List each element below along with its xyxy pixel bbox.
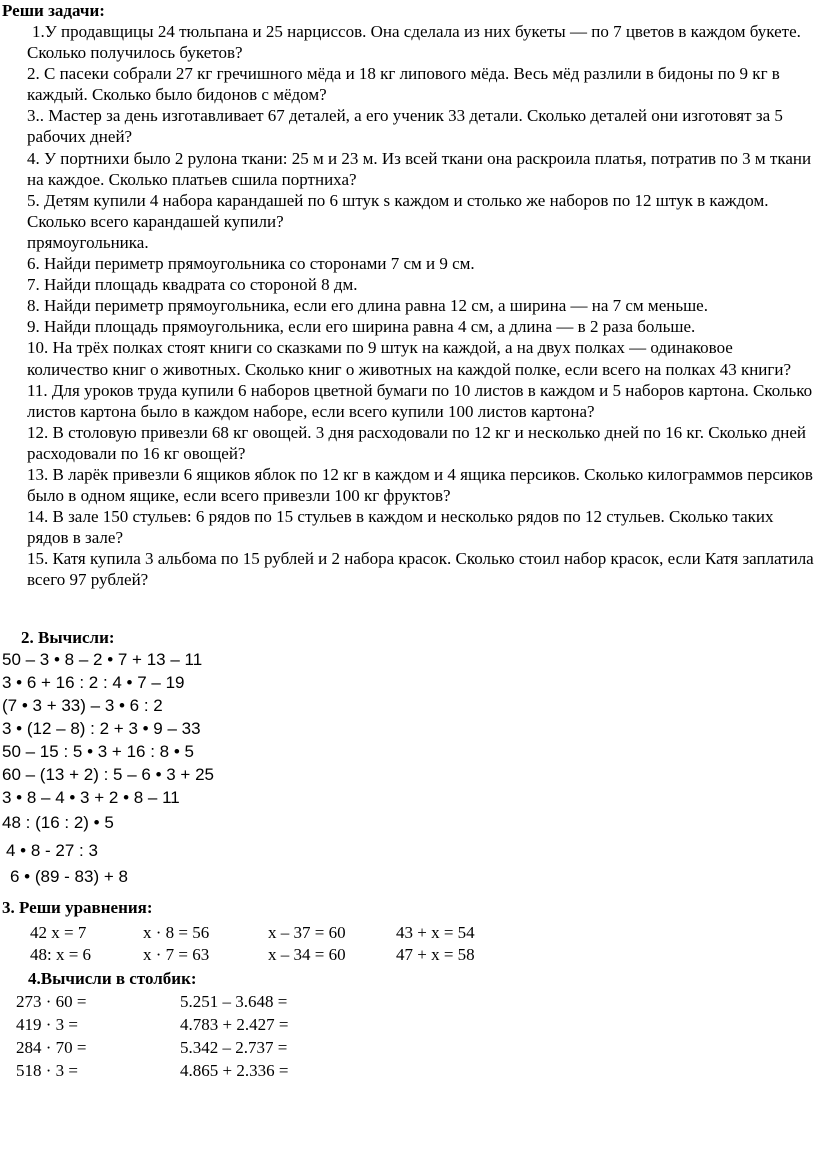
equation-1-2: x · 8 = 56 bbox=[143, 923, 210, 942]
expression-4: 3 • (12 – 8) : 2 + 3 • 9 – 33 bbox=[2, 719, 201, 738]
equation-2-4: 47 + x = 58 bbox=[396, 945, 475, 964]
problem-6: 6. Найди периметр прямоугольника со сторонами 7 см и 9 см. bbox=[27, 254, 475, 274]
equation-2-1: 48: x = 6 bbox=[30, 945, 92, 964]
expression-8: 48 : (16 : 2) • 5 bbox=[2, 813, 114, 832]
expression-7: 3 • 8 – 4 • 3 + 2 • 8 – 11 bbox=[2, 788, 180, 807]
column-calc-1-left: 273 · 60 = bbox=[16, 992, 87, 1011]
page-title: Реши задачи: bbox=[2, 1, 105, 20]
equation-2-2: x · 7 = 63 bbox=[143, 945, 210, 964]
column-calc-3-right: 5.342 – 2.737 = bbox=[180, 1038, 288, 1057]
problem-8: 8. Найди периметр прямоугольника, если его длина равна 12 см, а ширина — на 7 см меньше. bbox=[27, 296, 708, 316]
stray-line: прямоугольника. bbox=[27, 232, 149, 252]
problem-14: 14. В зале 150 стульев: 6 рядов по 15 стульев в каждом и несколько рядов по 12 стульев. Сколько таких рядов в зале? bbox=[27, 507, 774, 548]
problem-5: 5. Детям купили 4 набора карандашей по 6 штук s каждом и столько же наборов по 12 штук в каждом. Сколько всего карандашей купили? bbox=[27, 190, 769, 231]
expression-1: 50 – 3 • 8 – 2 • 7 + 13 – 11 bbox=[2, 650, 203, 669]
expression-3: (7 • 3 + 33) – 3 • 6 : 2 bbox=[2, 696, 163, 715]
section-compute-title: 2. Вычисли: bbox=[21, 628, 115, 647]
section-column-title: 4.Вычисли в столбик: bbox=[28, 969, 197, 988]
equation-1-4: 43 + x = 54 bbox=[396, 923, 475, 942]
column-calc-1-right: 5.251 – 3.648 = bbox=[180, 992, 288, 1011]
problem-1: 1.У продавщицы 24 тюльпана и 25 нарциссов. Она сделала из них букеты — по 7 цветов в каждом букете. Сколько получилось букетов? bbox=[27, 22, 801, 63]
column-calc-2-right: 4.783 + 2.427 = bbox=[180, 1015, 289, 1034]
expression-9: 4 • 8 - 27 : 3 bbox=[6, 841, 98, 860]
problem-10: 10. На трёх полках стоят книги со сказками по 9 штук на каждой, а на двух полках — одинаковое количество книг о животных. Сколько книг о животных на каждой полке, если всего на полках 43 книги? bbox=[27, 338, 792, 379]
expression-5: 50 – 15 : 5 • 3 + 16 : 8 • 5 bbox=[2, 742, 194, 761]
expression-10: 6 • (89 - 83) + 8 bbox=[10, 867, 128, 886]
equation-1-1: 42 x = 7 bbox=[30, 923, 87, 942]
expression-2: 3 • 6 + 16 : 2 : 4 • 7 – 19 bbox=[2, 673, 185, 692]
problem-3: 3.. Мастер за день изготавливает 67 деталей, а его ученик 33 детали. Сколько деталей они изготовят за 5 рабочих дней? bbox=[27, 106, 783, 147]
equation-2-3: x – 34 = 60 bbox=[268, 945, 346, 964]
column-calc-4-left: 518 · 3 = bbox=[16, 1061, 78, 1080]
column-calc-2-left: 419 · 3 = bbox=[16, 1015, 78, 1034]
problem-2: 2. С пасеки собрали 27 кг гречишного мёда и 18 кг липового мёда. Весь мёд разлили в бидоны по 9 кг в каждый. Сколько было бидонов с мёдом? bbox=[27, 64, 780, 105]
problem-9: 9. Найди площадь прямоугольника, если его ширина равна 4 см, а длина — в 2 раза больше. bbox=[27, 317, 696, 337]
problem-4: 4. У портнихи было 2 рулона ткани: 25 м и 23 м. Из всей ткани она раскроила платья, потратив по 3 м ткани на каждое. Сколько платьев сшила портниха? bbox=[27, 148, 812, 189]
section-equations-title: 3. Реши уравнения: bbox=[2, 898, 153, 917]
problem-15: 15. Катя купила 3 альбома по 15 рублей и 2 набора красок. Сколько стоил набор красок, если Катя заплатила всего 97 рублей? bbox=[27, 549, 814, 590]
column-calc-3-left: 284 · 70 = bbox=[16, 1038, 87, 1057]
problem-11: 11. Для уроков труда купили 6 наборов цветной бумаги по 10 листов в каждом и 5 наборов картона. Сколько листов картона было в каждом наборе, если всего купили 100 листов картона? bbox=[27, 380, 813, 421]
problem-13: 13. В ларёк привезли 6 ящиков яблок по 12 кг в каждом и 4 ящика персиков. Сколько килограммов персиков было в одном ящике, если всего привезли 100 кг фруктов? bbox=[27, 464, 813, 506]
problem-7: 7. Найди площадь квадрата со стороной 8 дм. bbox=[27, 275, 358, 295]
problem-list bbox=[27, 21, 816, 591]
column-calc-4-right: 4.865 + 2.336 = bbox=[180, 1061, 289, 1080]
equation-1-3: x – 37 = 60 bbox=[268, 923, 346, 942]
problem-12: 12. В столовую привезли 68 кг овощей. 3 дня расходовали по 12 кг и несколько дней по 16 кг. Сколько дней расходовали по 16 кг овощей? bbox=[27, 422, 806, 463]
expression-6: 60 – (13 + 2) : 5 – 6 • 3 + 25 bbox=[2, 765, 214, 784]
